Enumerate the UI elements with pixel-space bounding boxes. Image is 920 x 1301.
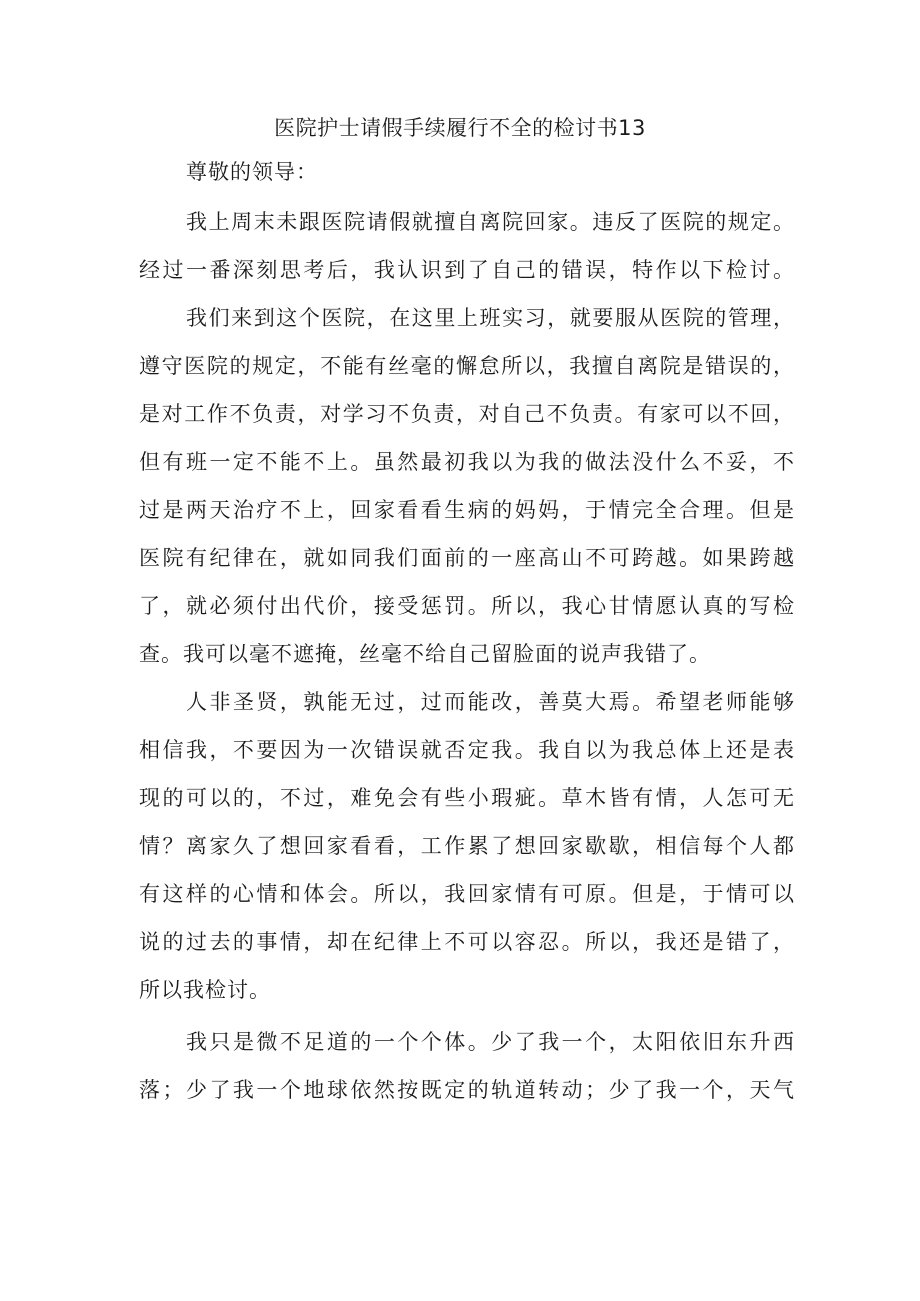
paragraph-2-line-2: 遵守医院的规定，不能有丝毫的懈怠所以，我擅自离院是错误的， (139, 354, 794, 378)
paragraph-3-line-2: 相信我，不要因为一次错误就否定我。我自以为我总体上还是表 (139, 738, 794, 762)
paragraph-3-line-7: 所以我检讨。 (139, 978, 271, 1002)
paragraph-2-line-3: 是对工作不负责，对学习不负责，对自己不负责。有家可以不回， (139, 402, 794, 426)
paragraph-3-line-1: 人非圣贤，孰能无过，过而能改，善莫大焉。希望老师能够 (186, 690, 794, 714)
paragraph-1-line-1: 我上周末未跟医院请假就擅自离院回家。违反了医院的规定。 (186, 210, 794, 234)
paragraph-3-line-5: 有这样的心情和体会。所以，我回家情有可原。但是，于情可以 (139, 882, 794, 906)
document-title: 医院护士请假手续履行不全的检讨书13 (274, 116, 646, 140)
paragraph-2-line-4: 但有班一定不能不上。虽然最初我以为我的做法没什么不妥，不 (139, 450, 794, 474)
paragraph-1-line-2: 经过一番深刻思考后，我认识到了自己的错误，特作以下检讨。 (139, 258, 794, 282)
paragraph-4-line-1: 我只是微不足道的一个个体。少了我一个，太阳依旧东升西 (186, 1030, 794, 1054)
paragraph-2-line-5: 过是两天治疗不上，回家看看生病的妈妈，于情完全合理。但是 (139, 498, 794, 522)
paragraph-2-line-8: 查。我可以毫不遮掩，丝毫不给自己留脸面的说声我错了。 (139, 642, 711, 666)
paragraph-3-line-6: 说的过去的事情，却在纪律上不可以容忍。所以，我还是错了， (139, 930, 794, 954)
salutation: 尊敬的领导： (186, 160, 318, 184)
paragraph-4-line-2: 落；少了我一个地球依然按既定的轨道转动；少了我一个，天气 (139, 1078, 794, 1102)
paragraph-3-line-3: 现的可以的，不过，难免会有些小瑕疵。草木皆有情，人怎可无 (139, 786, 794, 810)
paragraph-2-line-6: 医院有纪律在，就如同我们面前的一座高山不可跨越。如果跨越 (139, 546, 794, 570)
paragraph-2-line-7: 了，就必须付出代价，接受惩罚。所以，我心甘情愿认真的写检 (139, 594, 794, 618)
paragraph-3-line-4: 情？离家久了想回家看看，工作累了想回家歇歇，相信每个人都 (139, 834, 794, 858)
paragraph-2-line-1: 我们来到这个医院，在这里上班实习，就要服从医院的管理， (186, 306, 794, 330)
